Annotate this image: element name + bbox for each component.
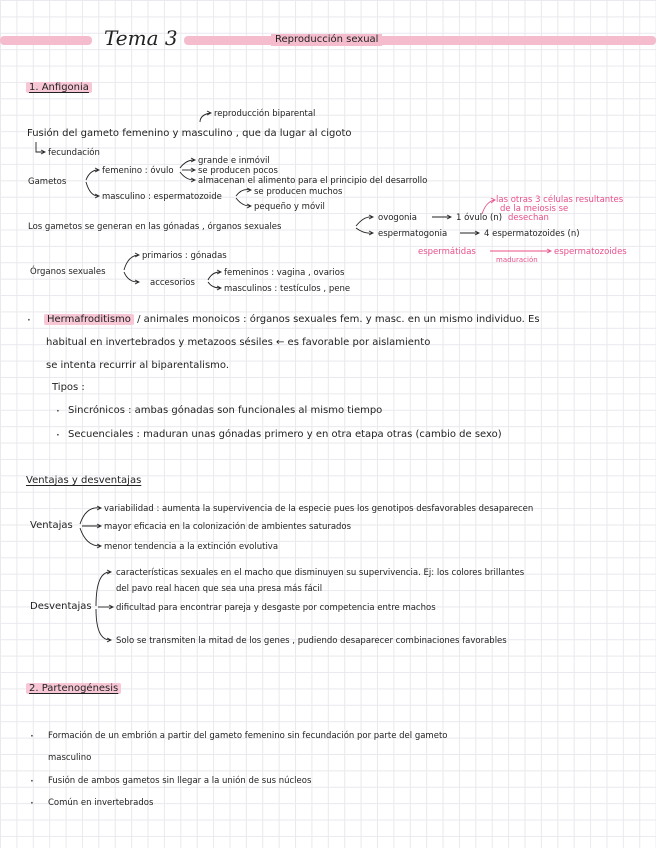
text-desventajas-label: Desventajas [30, 601, 92, 612]
note-meiosis: de la meiosis se [500, 204, 569, 214]
text-formacion-embrion: Formación de un embrión a partir del gameto femenino sin fecundación por parte del gameto [48, 731, 448, 741]
heading-partenogenesis: 2. Partenogénesis [26, 683, 121, 695]
text-ovogonia: ovogonia [378, 213, 417, 223]
text-gametos-gonadas: Los gametos se generan en las gónadas , órganos sexuales [28, 222, 282, 232]
text-espermatidas: espermátidas [418, 247, 476, 257]
text-femeninos: femeninos : vagina , ovarios [224, 268, 345, 278]
term-hermafroditismo: Hermafroditismo [44, 314, 134, 325]
text-fusion-gametos: Fusión de ambos gametos sin llegar a la unión de sus núcleos [48, 776, 312, 786]
text-espermatozoides-pink: espermatozoides [554, 247, 627, 257]
text-hermafroditismo-line2: habitual en invertebrados y metazoos sésiles ← es favorable por aislamiento [46, 337, 431, 348]
bullet-comun: · [30, 796, 34, 810]
text-ovulo-n: 1 óvulo (n) [456, 213, 503, 223]
text-fusion: Fusión del gameto femenino y masculino , que da lugar al cigoto [27, 128, 352, 139]
bullet-sincronicos: · [56, 404, 60, 418]
text-sincronicos: Sincrónicos : ambas gónadas son funcionales al mismo tiempo [68, 405, 383, 416]
text-desventaja-genes: Solo se transmiten la mitad de los genes , pudiendo desaparecer combinaciones favorables [116, 636, 507, 646]
text-comun-invertebrados: Común en invertebrados [48, 798, 154, 808]
text-hermafroditismo-def: / animales monoicos : órganos sexuales fem. y masc. en un mismo individuo. Es [137, 314, 540, 325]
text-almacenan: almacenan el alimento para el principio del desarrollo [198, 176, 428, 186]
text-espermatogonia: espermatogonia [378, 229, 448, 239]
text-maduracion: maduración [496, 256, 538, 264]
text-se-producen-muchos: se producen muchos [254, 187, 343, 197]
note-desechan: desechan [508, 213, 549, 223]
text-4-espermatozoides: 4 espermatozoides (n) [484, 229, 580, 239]
text-ventajas-label: Ventajas [30, 520, 73, 531]
text-organos-sexuales: Órganos sexuales [30, 267, 106, 277]
text-femenino-ovulo: femenino : óvulo [102, 166, 174, 176]
text-hermafroditismo [44, 314, 540, 326]
heading-anfigonia: 1. Anfigonia [26, 82, 92, 94]
page-title: Tema 3 [104, 26, 178, 50]
bullet-fusion: · [30, 774, 34, 788]
heading-ventajas-desventajas: Ventajas y desventajas [26, 475, 142, 486]
text-masculinos: masculinos : testículos , pene [224, 284, 351, 294]
text-ventaja-extincion: menor tendencia a la extinción evolutiva [104, 542, 279, 552]
page-subtitle: Reproducción sexual [271, 34, 382, 46]
text-desventaja-dificultad: dificultad para encontrar pareja y desgaste por competencia entre machos [116, 603, 436, 613]
text-grande-inmovil: grande e inmóvil [198, 156, 270, 166]
text-accesorios: accesorios [150, 278, 195, 288]
bullet-secuenciales: · [56, 428, 60, 442]
text-hermafroditismo-line3: se intenta recurrir al biparentalismo. [46, 360, 230, 371]
text-gametos: Gametos [28, 177, 67, 187]
note-otras-celulas: las otras 3 células resultantes [496, 195, 624, 205]
text-pequeno-movil: pequeño y móvil [254, 202, 325, 212]
bullet-formacion: · [30, 729, 34, 743]
text-fecundacion: fecundación [48, 148, 100, 158]
text-reproduccion-biparental: reproducción biparental [214, 109, 316, 119]
text-masculino-espermatozoide: masculino : espermatozoide [102, 192, 222, 202]
text-desventaja-caracteristicas: características sexuales en el macho que disminuyen su supervivencia. Ej: los colores brillantes [116, 568, 525, 578]
text-tipos: Tipos : [52, 382, 85, 393]
text-formacion-masculino: masculino [48, 753, 92, 763]
text-ventaja-variabilidad: variabilidad : aumenta la supervivencia de la especie pues los genotipos desfavorables desaparecen [104, 504, 534, 514]
text-desventaja-pavo: del pavo real hacen que sea una presa más fácil [116, 584, 323, 594]
text-se-producen-pocos: se producen pocos [198, 166, 278, 176]
text-secuenciales: Secuenciales : maduran unas gónadas primero y en otra etapa otras (cambio de sexo) [68, 429, 502, 440]
text-primarios: primarios : gónadas [142, 251, 227, 261]
text-ventaja-eficacia: mayor eficacia en la colonización de ambientes saturados [104, 522, 352, 532]
bullet-hermafroditismo: · [27, 313, 31, 327]
